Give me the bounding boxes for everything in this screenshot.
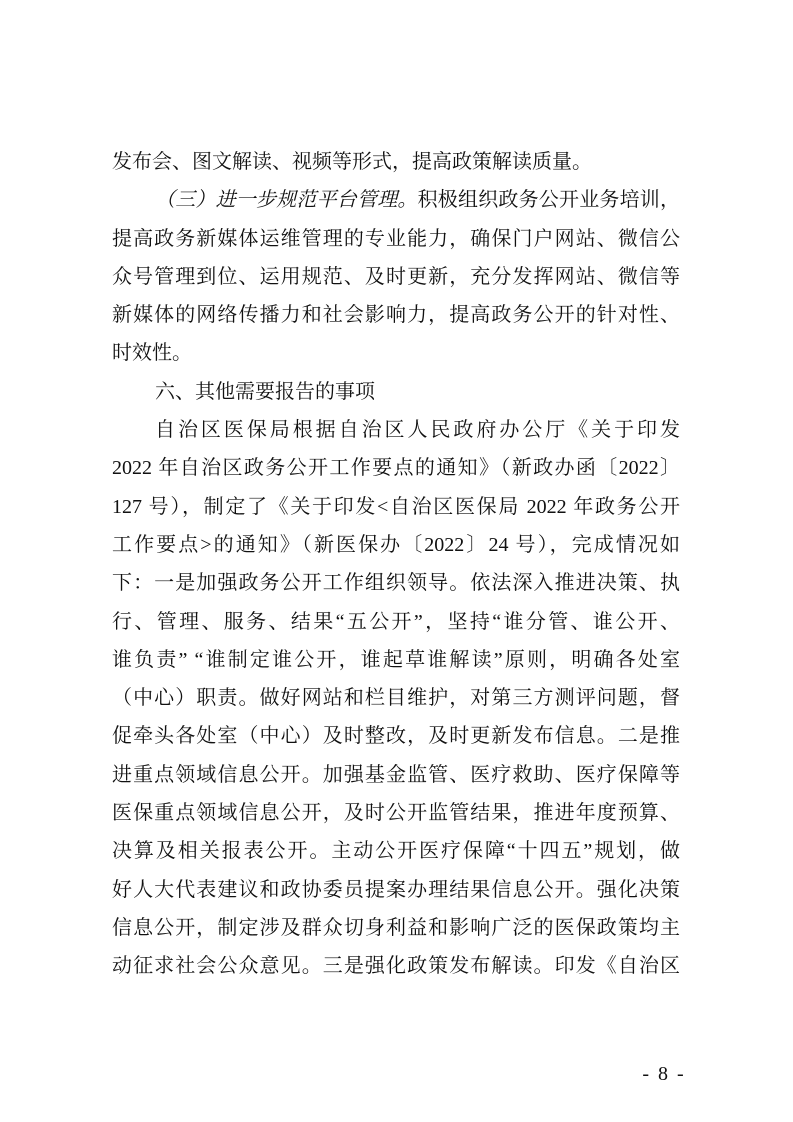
text-segment: 提高政务新媒体运维管理的专业能力，确保门户网站、微信公 [112, 227, 680, 250]
text-line [112, 641, 680, 679]
text-segment: 决算及相关报表公开。主动公开医疗保障“十四五”规划，做 [112, 840, 680, 863]
text-segment: 动征求社会公众意见。三是强化政策发布解读。印发《自治区 [112, 955, 680, 978]
text-segment: 自治区医保局根据自治区人民政府办公厅《关于印发 [155, 419, 680, 442]
text-segment: 下：一是加强政务公开工作组织领导。依法深入推进决策、执 [112, 572, 680, 595]
text-segment: 时效性。 [112, 342, 192, 365]
kai-subheading-segment: （三）进一步规范平台管理。 [155, 189, 418, 212]
text-line [112, 564, 680, 602]
text-line [112, 794, 680, 832]
text-line [112, 488, 680, 526]
text-line [112, 334, 680, 372]
text-line [112, 947, 680, 985]
text-line [112, 679, 680, 717]
text-segment: 发布会、图文解读、视频等形式，提高政策解读质量。 [112, 151, 592, 173]
text-segment: 2022 年自治区政务公开工作要点的通知》（新政办函〔2022〕 [112, 457, 680, 480]
text-segment: 行、管理、服务、结果“五公开”，坚持“谁分管、谁公开、 [112, 610, 680, 633]
text-line [112, 143, 680, 181]
text-line [112, 258, 680, 296]
text-segment: 127 号），制定了《关于印发<自治区医保局 2022 年政务公开 [112, 495, 680, 518]
text-segment: 众号管理到位、运用规范、及时更新，充分发挥网站、微信等 [112, 265, 680, 288]
text-line [112, 717, 680, 755]
text-line [112, 411, 680, 449]
text-line [112, 756, 680, 794]
text-segment: 医保重点领域信息公开，及时公开监管结果，推进年度预算、 [112, 802, 680, 825]
text-line [112, 526, 680, 564]
text-segment: 六、其他需要报告的事项 [155, 380, 375, 403]
text-segment: 谁负责” “谁制定谁公开，谁起草谁解读”原则，明确各处室 [112, 648, 680, 671]
text-line [112, 449, 680, 487]
text-segment: 促牵头各处室（中心）及时整改，及时更新发布信息。二是推 [112, 725, 680, 748]
text-segment: 进重点领域信息公开。加强基金监管、医疗救助、医疗保障等 [112, 763, 680, 786]
text-line [112, 373, 680, 411]
text-line [112, 220, 680, 258]
text-line [112, 832, 680, 870]
text-segment: 信息公开，制定涉及群众切身利益和影响广泛的医保政策均主 [112, 916, 680, 939]
text-segment: 好人大代表建议和政协委员提案办理结果信息公开。强化决策 [112, 878, 680, 901]
text-line [112, 909, 680, 947]
text-segment: 工作要点>的通知》（新医保办〔2022〕24 号），完成情况如 [112, 533, 680, 556]
text-segment: 新媒体的网络传播力和社会影响力，提高政务公开的针对性、 [112, 304, 680, 327]
text-line [112, 603, 680, 641]
text-segment: 积极组织政务公开业务培训， [417, 189, 680, 212]
page-number: - 8 - [642, 1063, 686, 1085]
text-line [112, 296, 680, 334]
text-block [112, 143, 680, 986]
text-line [112, 871, 680, 909]
text-segment: （中心）职责。做好网站和栏目维护，对第三方测评问题，督 [112, 687, 680, 710]
text-line [112, 181, 680, 219]
